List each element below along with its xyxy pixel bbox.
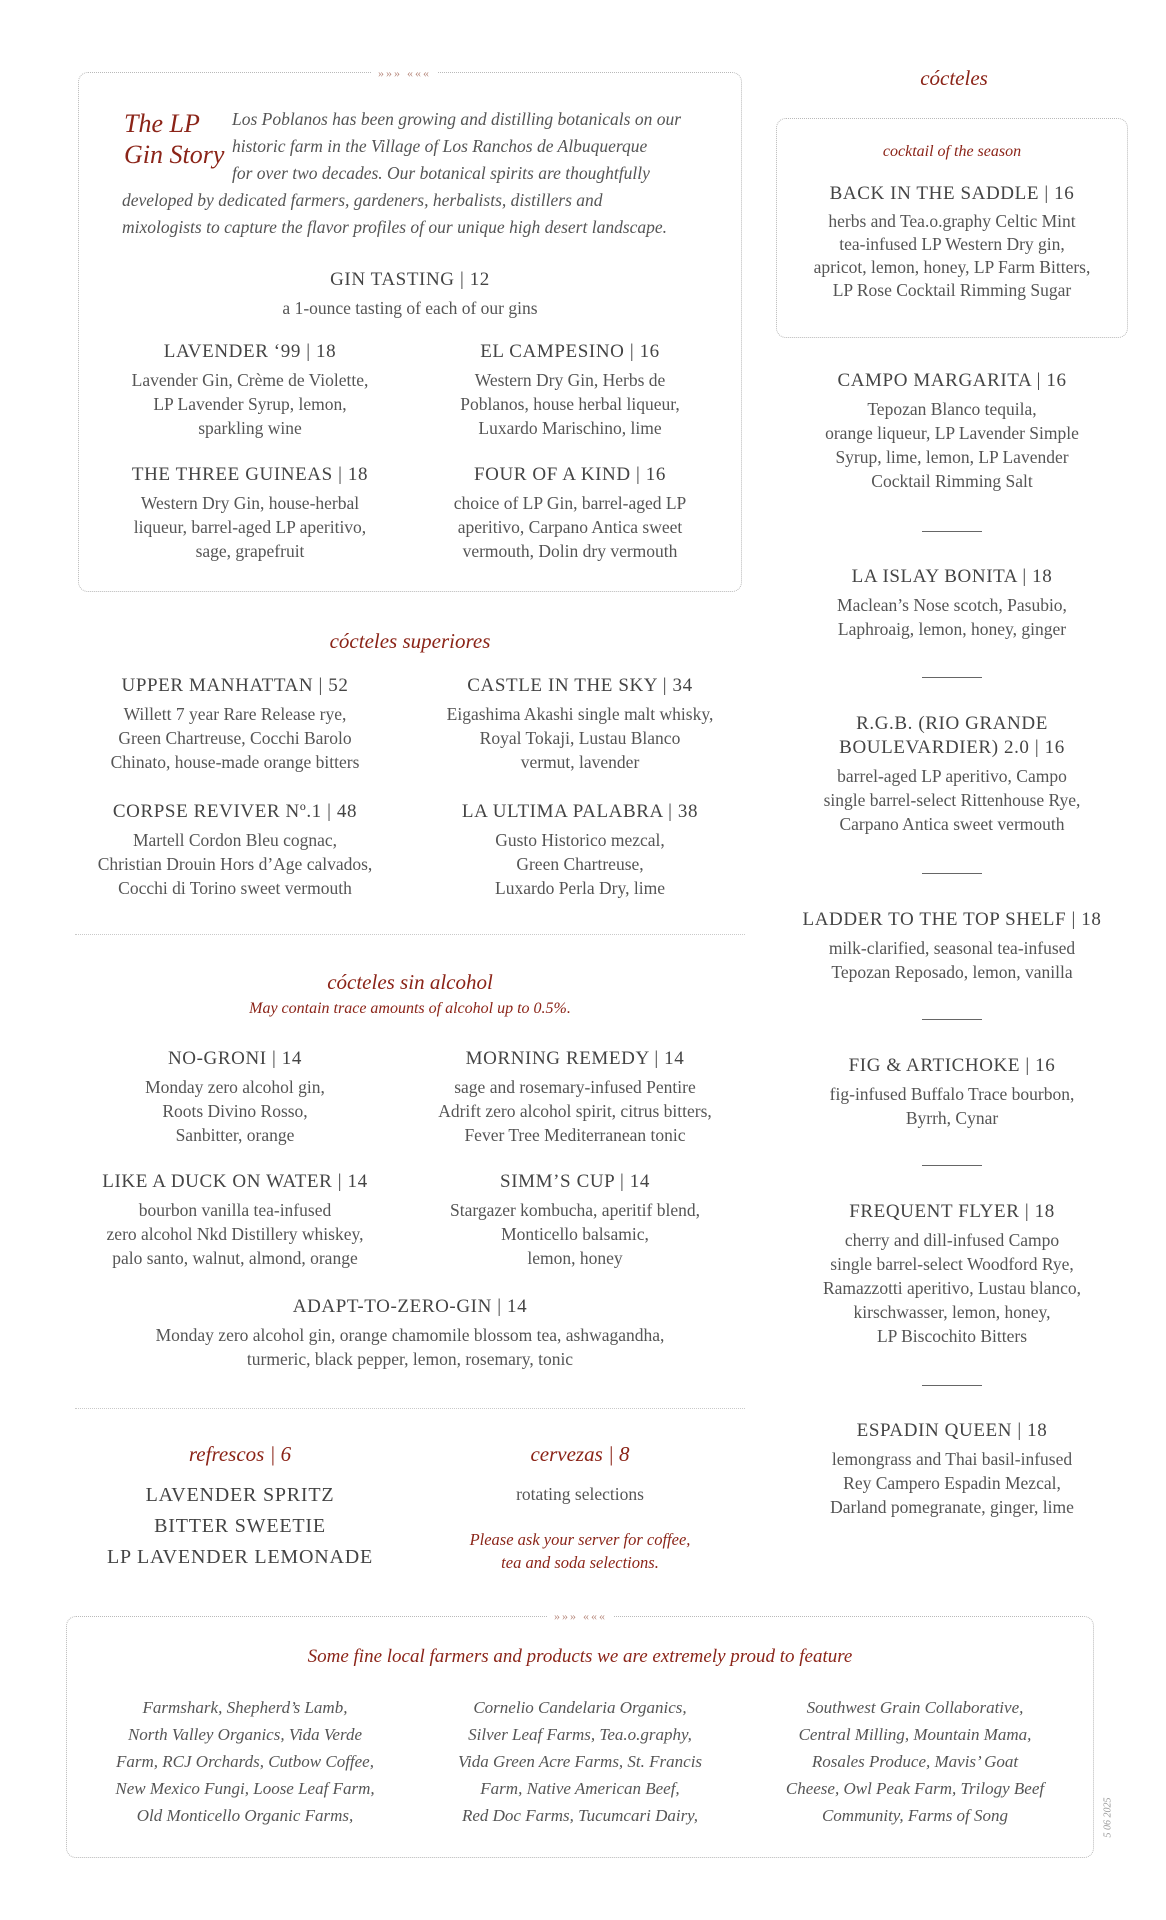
rule bbox=[922, 873, 982, 874]
cocteles-heading: cócteles bbox=[920, 66, 988, 90]
menu-item-corpse-reviver: CORPSE REVIVER Nº.1 | 48 Martell Cordon Bleu cognac, Christian Drouin Hors d’Age calvados, Cocchi di Torino sweet vermouth bbox=[97, 801, 373, 898]
menu-item-el-campesino: EL CAMPESINO | 16 Western Dry Gin, Herbs de Poblanos, house herbal liqueur, Luxardo Marischino, lime bbox=[460, 341, 680, 438]
menu-item-la-islay-bonita: LA ISLAY BONITA | 18 Maclean’s Nose scotch, Pasubio, Laphroaig, lemon, honey, ginger bbox=[837, 566, 1067, 639]
menu-item-frequent-flyer: FREQUENT FLYER | 18 cherry and dill-infused Campo single barrel-select Woodford Rye, Ramazzotti aperitivo, Lustau blanco, kirschwasser, lemon, honey, LP Biscochito Bitters bbox=[822, 1201, 1082, 1346]
refresco-item: LAVENDER SPRITZ bbox=[145, 1484, 335, 1506]
menu-item-four-of-a-kind: FOUR OF A KIND | 16 choice of LP Gin, barrel-aged LP aperitivo, Carpano Antica sweet vermouth, Dolin dry vermouth bbox=[453, 464, 687, 561]
menu-item-castle-in-the-sky: CASTLE IN THE SKY | 34 Eigashima Akashi single malt whisky, Royal Tokaji, Lustau Blanco vermut, lavender bbox=[446, 675, 714, 772]
superiores-heading: cócteles superiores bbox=[329, 629, 491, 653]
menu-item-fig-artichoke: FIG & ARTICHOKE | 16 fig-infused Buffalo Trace bourbon, Byrrh, Cynar bbox=[829, 1055, 1075, 1128]
menu-item-lavender-99: LAVENDER ‘99 | 18 Lavender Gin, Crème de Violette, LP Lavender Syrup, lemon, sparkling wine bbox=[131, 341, 369, 438]
farmers-col-2: Cornelio Candelaria Organics, Silver Leaf Farms, Tea.o.graphy, Vida Green Acre Farms, St. Francis Farm, Native American Beef, Red Doc Farms, Tucumcari Dairy, bbox=[457, 1698, 703, 1825]
story-text-cont: developed by dedicated farmers, gardeners, herbalists, distillers and mixologists to capture the flavor profiles of our unique high desert landscape. bbox=[122, 190, 668, 237]
refresco-item: BITTER SWEETIE bbox=[154, 1515, 326, 1537]
divider bbox=[75, 1408, 745, 1409]
refrescos-list bbox=[90, 1480, 390, 1573]
farmers-col-1: Farmshark, Shepherd’s Lamb, North Valley Organics, Vida Verde Farm, RCJ Orchards, Cutbow Coffee, New Mexico Fungi, Loose Leaf Farm, Old Monticello Organic Farms, bbox=[115, 1698, 375, 1825]
cervezas-desc: rotating selections bbox=[516, 1484, 644, 1504]
rule bbox=[922, 1165, 982, 1166]
menu-item-rgb: R.G.B. (RIO GRANDE BOULEVARDIER) 2.0 | 16 barrel-aged LP aperitivo, Campo single barrel-select Rittenhouse Rye, Carpano Antica sweet vermouth bbox=[823, 713, 1081, 834]
gin-tasting bbox=[100, 268, 720, 320]
farmers-col-3: Southwest Grain Collaborative, Central Milling, Mountain Mama, Rosales Produce, Mavis’ Goat Cheese, Owl Peak Farm, Trilogy Beef Community, Farms of Song bbox=[785, 1698, 1045, 1825]
menu-item-ladder-to-the-top-shelf: LADDER TO THE TOP SHELF | 18 milk-clarified, seasonal tea-infused Tepozan Reposado, lemon, vanilla bbox=[802, 909, 1102, 982]
divider bbox=[75, 934, 745, 935]
story-text: Los Poblanos has been growing and distilling botanicals on our historic farm in the Village of Los Ranchos de Albuquerque for over two decades. Our botanical spirits are thoughtfully bbox=[232, 109, 682, 183]
rule bbox=[922, 1385, 982, 1386]
refresco-item: LP LAVENDER LEMONADE bbox=[107, 1546, 373, 1568]
ornament-bottom: »»» ««« bbox=[548, 1609, 613, 1623]
story-title: The LP Gin Story bbox=[124, 109, 225, 169]
ornament-top: »»» ««« bbox=[372, 66, 437, 80]
refrescos-heading: refrescos | 6 bbox=[188, 1442, 292, 1466]
gin-tasting-title: GIN TASTING | 12 bbox=[330, 269, 490, 290]
menu-item-three-guineas: THE THREE GUINEAS | 18 Western Dry Gin, house-herbal liqueur, barrel-aged LP aperitivo, sage, grapefruit bbox=[131, 464, 369, 561]
menu-item-adapt-to-zero-gin: ADAPT-TO-ZERO-GIN | 14 Monday zero alcohol gin, orange chamomile blossom tea, ashwagandha, turmeric, black pepper, lemon, rosemary, tonic bbox=[155, 1296, 665, 1369]
season-label: cocktail of the season bbox=[882, 143, 1022, 160]
menu-item-espadin-queen: ESPADIN QUEEN | 18 lemongrass and Thai basil-infused Rey Campero Espadin Mezcal, Darland pomegranate, ginger, lime bbox=[830, 1420, 1074, 1517]
cervezas-note: Please ask your server for coffee, tea and soda selections. bbox=[469, 1530, 691, 1572]
rule bbox=[922, 677, 982, 678]
cervezas-heading: cervezas | 8 bbox=[530, 1442, 630, 1466]
menu-item-like-a-duck: LIKE A DUCK ON WATER | 14 bourbon vanilla tea-infused zero alcohol Nkd Distillery whiskey, palo santo, walnut, almond, orange bbox=[102, 1171, 368, 1268]
rule bbox=[922, 531, 982, 532]
print-date: 5 06 2025 bbox=[1102, 1797, 1114, 1838]
gin-tasting-desc: a 1-ounce tasting of each of our gins bbox=[282, 298, 538, 318]
sin-alcohol-note: May contain trace amounts of alcohol up to 0.5%. bbox=[249, 1000, 571, 1017]
menu-item-simms-cup: SIMM’S CUP | 14 Stargazer kombucha, aperitif blend, Monticello balsamic, lemon, honey bbox=[450, 1171, 700, 1268]
menu-item-no-groni: NO-GRONI | 14 Monday zero alcohol gin, Roots Divino Rosso, Sanbitter, orange bbox=[145, 1048, 325, 1145]
farmers-heading: Some fine local farmers and products we are extremely proud to feature bbox=[307, 1646, 853, 1667]
rule bbox=[922, 1019, 982, 1020]
menu-item-campo-margarita: CAMPO MARGARITA | 16 Tepozan Blanco tequila, orange liqueur, LP Lavender Simple Syrup, lime, lemon, LP Lavender Cocktail Rimming Salt bbox=[825, 370, 1079, 491]
sin-alcohol-heading: cócteles sin alcohol bbox=[327, 970, 493, 994]
menu-item-back-in-the-saddle: BACK IN THE SADDLE | 16 herbs and Tea.o.graphy Celtic Mint tea-infused LP Western Dry gin, apricot, lemon, honey, LP Farm Bitters, LP Rose Cocktail Rimming Sugar bbox=[813, 183, 1091, 300]
menu-item-morning-remedy: MORNING REMEDY | 14 sage and rosemary-infused Pentire Adrift zero alcohol spirit, citrus bitters, Fever Tree Mediterranean tonic bbox=[438, 1048, 712, 1145]
menu-item-la-ultima-palabra: LA ULTIMA PALABRA | 38 Gusto Historico mezcal, Green Chartreuse, Luxardo Perla Dry, lime bbox=[461, 801, 699, 898]
menu-item-upper-manhattan: UPPER MANHATTAN | 52 Willett 7 year Rare Release rye, Green Chartreuse, Cocchi Barolo Chinato, house-made orange bitters bbox=[110, 675, 360, 772]
